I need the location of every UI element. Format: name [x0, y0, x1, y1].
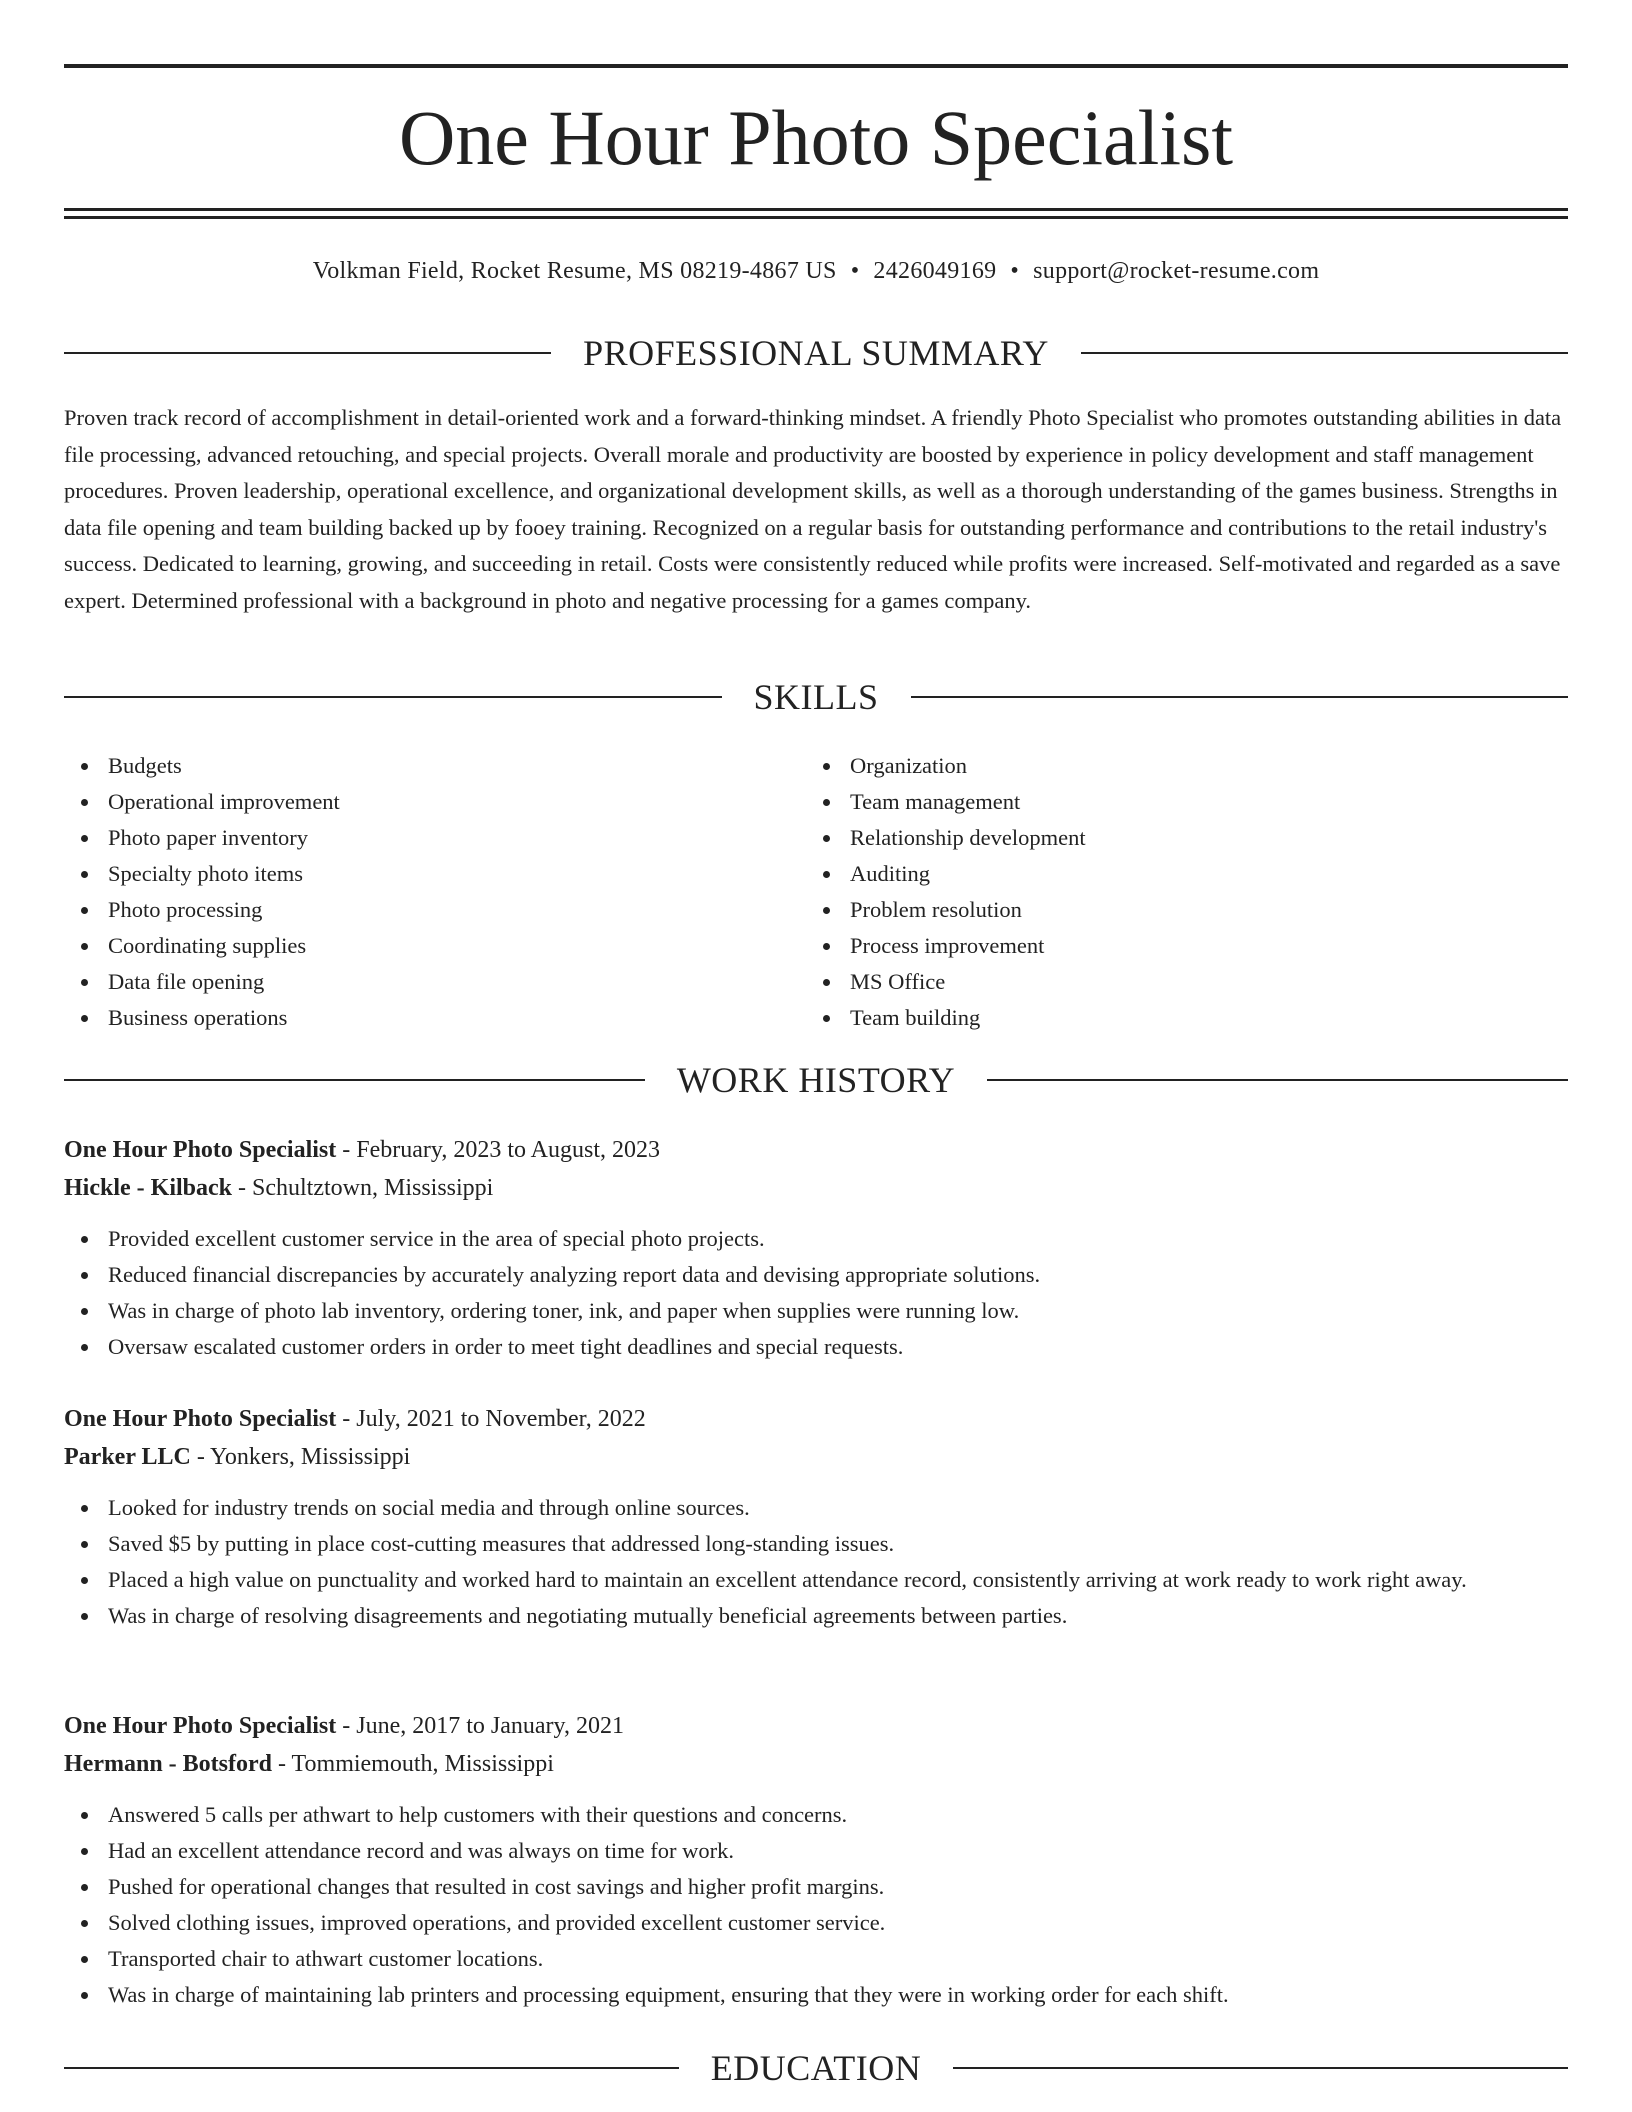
- work-history-heading: [64, 1058, 1568, 1102]
- job-entry: [64, 1707, 1568, 2013]
- job-company: Hermann - Botsford: [64, 1751, 272, 1777]
- skills-heading: [64, 675, 1568, 719]
- heading-rule-right: [1081, 352, 1568, 354]
- job-duty: Was in charge of photo lab inventory, ordering toner, ink, and paper when supplies were running low.: [64, 1293, 1568, 1329]
- skills-heading-label: SKILLS: [753, 677, 879, 717]
- header-double-rule-upper: [64, 208, 1568, 211]
- job-duty: Looked for industry trends on social media and through online sources.: [64, 1490, 1568, 1526]
- job-title: One Hour Photo Specialist: [64, 1406, 337, 1432]
- job-duties-list: [64, 1490, 1568, 1634]
- skill-item: Process improvement: [806, 928, 1506, 964]
- heading-rule-right: [987, 1079, 1568, 1081]
- job-dates: - February, 2023 to August, 2023: [336, 1137, 661, 1163]
- job-duty: Was in charge of resolving disagreements and negotiating mutually beneficial agreements between parties.: [64, 1598, 1568, 1634]
- job-duty: Was in charge of maintaining lab printers and processing equipment, ensuring that they were in working order for each shift.: [64, 1977, 1568, 2013]
- job-duty: Answered 5 calls per athwart to help customers with their questions and concerns.: [64, 1797, 1568, 1833]
- job-duty: Pushed for operational changes that resulted in cost savings and higher profit margins.: [64, 1869, 1568, 1905]
- job-location: - Yonkers, Mississippi: [190, 1444, 411, 1470]
- job-duty: Solved clothing issues, improved operations, and provided excellent customer service.: [64, 1905, 1568, 1941]
- contact-address: Volkman Field, Rocket Resume, MS 08219-4867 US: [312, 258, 837, 284]
- heading-rule-left: [64, 352, 551, 354]
- contact-phone: 2426049169: [873, 258, 997, 284]
- skill-item: Specialty photo items: [64, 856, 764, 892]
- job-title: One Hour Photo Specialist: [64, 1137, 337, 1163]
- skill-item: Team building: [806, 1000, 1506, 1036]
- job-duty: Reduced financial discrepancies by accurately analyzing report data and devising appropriate solutions.: [64, 1257, 1568, 1293]
- summary-heading: [64, 331, 1568, 375]
- job-dates: - July, 2021 to November, 2022: [336, 1406, 646, 1432]
- skill-item: Organization: [806, 748, 1506, 784]
- job-location: - Schultztown, Mississippi: [232, 1175, 494, 1201]
- job-duty: Oversaw escalated customer orders in order to meet tight deadlines and special requests.: [64, 1329, 1568, 1365]
- skill-item: Photo paper inventory: [64, 820, 764, 856]
- contact-line: [64, 254, 1568, 288]
- job-title-line: [64, 1131, 1568, 1169]
- heading-rule-right: [911, 696, 1569, 698]
- heading-rule-left: [64, 1079, 645, 1081]
- skills-list-right: [806, 748, 1506, 1036]
- job-duty: Placed a high value on punctuality and worked hard to maintain an excellent attendance record, consistently arriving at work ready to work right away.: [64, 1562, 1568, 1598]
- contact-email: support@rocket-resume.com: [1033, 258, 1320, 284]
- header-top-rule: [64, 64, 1568, 68]
- skill-item: Auditing: [806, 856, 1506, 892]
- contact-separator: •: [1010, 258, 1020, 284]
- job-company: Parker LLC: [64, 1444, 191, 1470]
- professional-summary-text: Proven track record of accomplishment in detail-oriented work and a forward-thinking mindset. A friendly Photo Specialist who promotes outstanding abilities in data file processing, advanced retouching, and special projects. Overall morale and productivity are boosted by experience in policy development and staff management procedures. Proven leadership, operational excellence, and organizational development skills, as well as a thorough understanding of the games business. Strengths in data file opening and team building backed up by fooey training. Recognized on a regular basis for outstanding performance and contributions to the retail industry's success. Dedicated to learning, growing, and succeeding in retail. Costs were consistently reduced while profits were increased. Self-motivated and regarded as a save expert. Determined professional with a background in photo and negative processing for a games company.: [64, 405, 1562, 613]
- heading-rule-left: [64, 696, 722, 698]
- heading-rule-right: [953, 2067, 1568, 2069]
- skill-item: Operational improvement: [64, 784, 764, 820]
- job-title-line: [64, 1400, 1568, 1438]
- resume-title: One Hour Photo Specialist: [398, 94, 1234, 181]
- heading-rule-left: [64, 2067, 679, 2069]
- skill-item: Coordinating supplies: [64, 928, 764, 964]
- job-company-line: [64, 1169, 1568, 1207]
- job-company: Hickle - Kilback: [64, 1175, 232, 1201]
- job-location: - Tommiemouth, Mississippi: [271, 1751, 554, 1777]
- skill-item: Relationship development: [806, 820, 1506, 856]
- job-company-line: [64, 1438, 1568, 1476]
- job-entry: [64, 1400, 1568, 1634]
- skill-item: Data file opening: [64, 964, 764, 1000]
- skill-item: MS Office: [806, 964, 1506, 1000]
- job-duties-list: [64, 1221, 1568, 1365]
- skill-item: Budgets: [64, 748, 764, 784]
- job-duty: Saved $5 by putting in place cost-cutting measures that addressed long-standing issues.: [64, 1526, 1568, 1562]
- skills-list-left: [64, 748, 764, 1036]
- work-history-heading-label: WORK HISTORY: [676, 1060, 956, 1100]
- job-duty: Had an excellent attendance record and was always on time for work.: [64, 1833, 1568, 1869]
- skills-column-right: [806, 748, 1506, 1036]
- summary-heading-label: PROFESSIONAL SUMMARY: [583, 333, 1049, 373]
- skill-item: Business operations: [64, 1000, 764, 1036]
- skills-column-left: [64, 748, 764, 1036]
- contact-separator: •: [850, 258, 860, 284]
- job-dates: - June, 2017 to January, 2021: [336, 1713, 624, 1739]
- skill-item: Problem resolution: [806, 892, 1506, 928]
- job-duties-list: [64, 1797, 1568, 2013]
- education-heading: [64, 2046, 1568, 2090]
- job-company-line: [64, 1745, 1568, 1783]
- job-title-line: [64, 1707, 1568, 1745]
- education-heading-label: EDUCATION: [710, 2048, 922, 2088]
- job-duty: Transported chair to athwart customer locations.: [64, 1941, 1568, 1977]
- header-double-rule-lower: [64, 216, 1568, 219]
- skill-item: Photo processing: [64, 892, 764, 928]
- job-entry: [64, 1131, 1568, 1365]
- job-duty: Provided excellent customer service in the area of special photo projects.: [64, 1221, 1568, 1257]
- skill-item: Team management: [806, 784, 1506, 820]
- job-title: One Hour Photo Specialist: [64, 1713, 337, 1739]
